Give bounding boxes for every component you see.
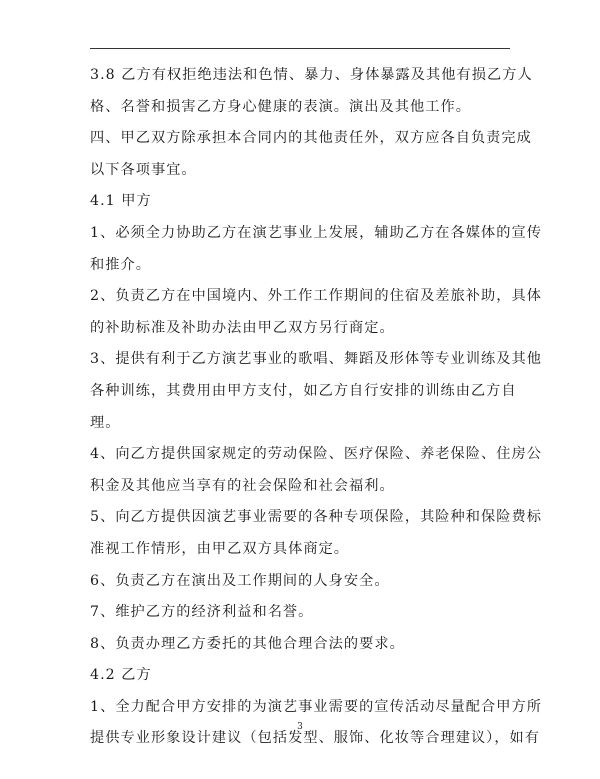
text-line: 8、负责办理乙方委托的其他合理合法的要求。 <box>90 635 405 652</box>
header-rule <box>90 48 510 49</box>
text-line: 和推介。 <box>90 256 151 273</box>
text-line: 3、提供有利于乙方演艺事业的歌唱、舞蹈及形体等专业训练及其他 <box>90 351 542 368</box>
text-line: 以下各项事宜。 <box>90 161 197 178</box>
text-line: 6、负责乙方在演出及工作期间的人身安全。 <box>90 572 390 589</box>
text-line: 准视工作情形，由甲乙双方具体商定。 <box>90 540 350 557</box>
text-line: 4、向乙方提供国家规定的劳动保险、医疗保险、养老保险、住房公 <box>90 446 542 463</box>
text-line: 提供专业形象设计建议（包括发型、服饰、化妆等合理建议），如有 <box>90 730 541 747</box>
document-body <box>90 60 542 755</box>
text-line: 1、全力配合甲方安排的为演艺事业需要的宣传活动尽量配合甲方所 <box>90 698 542 715</box>
section-heading: 4.2 乙方 <box>90 667 152 684</box>
text-line: 3.8 乙方有权拒绝违法和色情、暴力、身体暴露及其他有损乙方人 <box>90 67 533 83</box>
text-line: 2、负责乙方在中国境内、外工作工作期间的住宿及差旅补助，具体 <box>90 288 542 305</box>
text-line: 7、维护乙方的经济利益和名誉。 <box>90 604 314 621</box>
text-line: 四、甲乙双方除承担本合同内的其他责任外，双方应各自负责完成 <box>90 130 532 147</box>
text-line: 各种训练，其费用由甲方支付，如乙方自行安排的训练由乙方自 <box>90 382 517 399</box>
text-line: 5、向乙方提供因演艺事业需要的各种专项保险，其险种和保险费标 <box>90 509 542 526</box>
text-line: 理。 <box>90 414 121 431</box>
text-line: 积金及其他应当享有的社会保险和社会福利。 <box>90 477 395 494</box>
text-line: 格、名誉和损害乙方身心健康的表演。演出及其他工作。 <box>90 98 471 115</box>
section-heading: 4.1 甲方 <box>90 193 152 210</box>
text-line: 的补助标准及补助办法由甲乙双方另行商定。 <box>90 319 395 336</box>
text-line: 1、必须全力协助乙方在演艺事业上发展，辅助乙方在各媒体的宣传 <box>90 224 542 241</box>
page-number: 3 <box>297 722 303 732</box>
